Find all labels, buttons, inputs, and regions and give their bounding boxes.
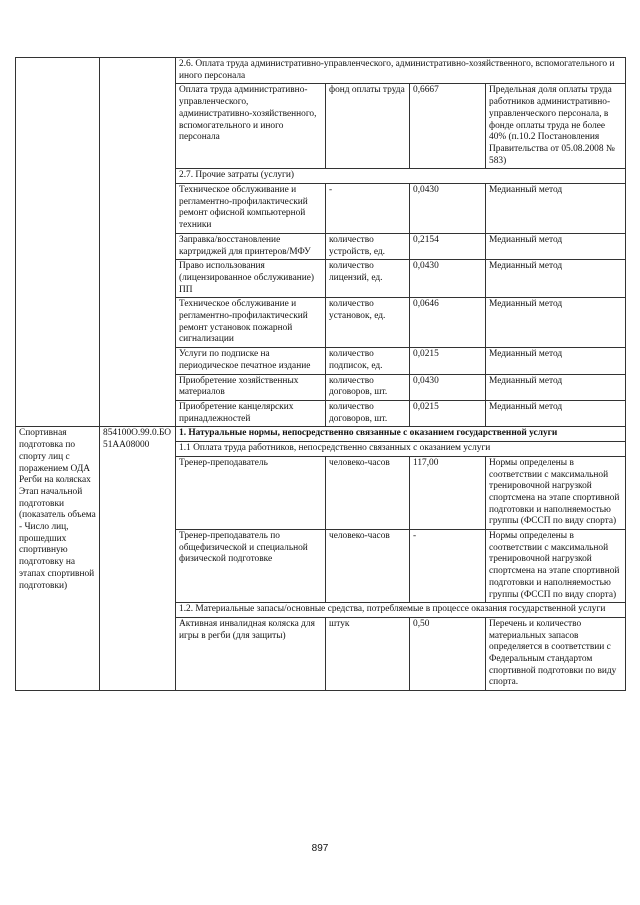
norm-method: Медианный метод [486, 348, 626, 374]
section-title: 2.7. Прочие затраты (услуги) [176, 169, 626, 184]
norm-value: 0,6667 [410, 84, 486, 169]
norm-value: 0,0215 [410, 348, 486, 374]
norm-unit: количество договоров, шт. [326, 400, 410, 426]
norm-unit: количество договоров, шт. [326, 374, 410, 400]
norm-unit: человеко-часов [326, 456, 410, 529]
norm-name: Техническое обслуживание и регламентно-профилактический ремонт офисной компьютерной техники [176, 184, 326, 234]
norm-unit: человеко-часов [326, 530, 410, 603]
section-title: 1.1 Оплата труда работников, непосредственно связанных с оказанием услуги [176, 442, 626, 457]
norm-name: Тренер-преподаватель по общефизической и специальной физической подготовке [176, 530, 326, 603]
norms-table [15, 57, 626, 691]
norm-name: Право использования (лицензированное обслуживание) ПП [176, 260, 326, 298]
page-number: 897 [311, 843, 329, 854]
section-title: 2.6. Оплата труда административно-управленческого, административно-хозяйственного, вспомогательного и иного персонала [176, 58, 626, 84]
norm-method: Медианный метод [486, 184, 626, 234]
norm-value: 0,0215 [410, 400, 486, 426]
norm-method: Медианный метод [486, 400, 626, 426]
norm-name: Тренер-преподаватель [176, 456, 326, 529]
norm-value: 0,0430 [410, 374, 486, 400]
norm-method: Медианный метод [486, 298, 626, 348]
norm-unit: количество установок, ед. [326, 298, 410, 348]
norm-method: Нормы определены в соответствии с максимальной тренировочной нагрузкой спортсмена на этапе спортивной подготовки и наполняемостью группы (ФССП по виду спорта) [486, 456, 626, 529]
norm-unit: количество лицензий, ед. [326, 260, 410, 298]
norm-value: - [410, 530, 486, 603]
norm-value: 0,2154 [410, 233, 486, 259]
norm-name: Активная инвалидная коляска для игры в регби (для защиты) [176, 617, 326, 690]
norm-name: Техническое обслуживание и регламентно-профилактический ремонт установок пожарной сигнализации [176, 298, 326, 348]
norm-value: 0,50 [410, 617, 486, 690]
document-page [15, 57, 625, 691]
service-name-cell: Спортивная подготовка по спорту лиц с поражением ОДА Регби на колясках Этап начальной подготовки (показатель объема - Число лиц, прошедших спортивную подготовку на этапах спортивной подготовки) [16, 427, 100, 691]
norm-method: Медианный метод [486, 260, 626, 298]
norm-value: 0,0430 [410, 260, 486, 298]
norm-value: 117,00 [410, 456, 486, 529]
norm-name: Приобретение хозяйственных материалов [176, 374, 326, 400]
norm-method: Предельная доля оплаты труда работников административно-управленческого персонала, в фонде оплаты труда не более 40% (п.10.2 Постановления Правительства от 05.08.2008 № 583) [486, 84, 626, 169]
norm-method: Медианный метод [486, 233, 626, 259]
service-code-cell: 854100О.99.0.БО51АА08000 [100, 427, 176, 691]
section-row [16, 427, 626, 442]
norm-method: Перечень и количество материальных запасов определяется в соответствии с Федеральным стандартом спортивной подготовки по виду спорта. [486, 617, 626, 690]
norm-method: Нормы определены в соответствии с максимальной тренировочной нагрузкой спортсмена на этапе спортивной подготовки и наполняемостью группы (ФССП по виду спорта) [486, 530, 626, 603]
norm-unit: штук [326, 617, 410, 690]
norm-method: Медианный метод [486, 374, 626, 400]
norm-unit: фонд оплаты труда [326, 84, 410, 169]
norm-name: Оплата труда административно-управленческого, административно-хозяйственного, вспомогательного и иного персонала [176, 84, 326, 169]
section-row [16, 58, 626, 84]
norm-value: 0,0430 [410, 184, 486, 234]
service-code-cell-empty [100, 58, 176, 427]
norm-name: Заправка/восстановление картриджей для принтеров/МФУ [176, 233, 326, 259]
norm-unit: - [326, 184, 410, 234]
norm-name: Приобретение канцелярских принадлежностей [176, 400, 326, 426]
norm-value: 0,0646 [410, 298, 486, 348]
section-title: 1. Натуральные нормы, непосредственно связанные с оказанием государственной услуги [176, 427, 626, 442]
section-title: 1.2. Материальные запасы/основные средства, потребляемые в процессе оказания государственной услуги [176, 603, 626, 618]
norm-name: Услуги по подписке на периодическое печатное издание [176, 348, 326, 374]
norms-table-body [16, 58, 626, 691]
service-name-cell-empty [16, 58, 100, 427]
norm-unit: количество подписок, ед. [326, 348, 410, 374]
norm-unit: количество устройств, ед. [326, 233, 410, 259]
